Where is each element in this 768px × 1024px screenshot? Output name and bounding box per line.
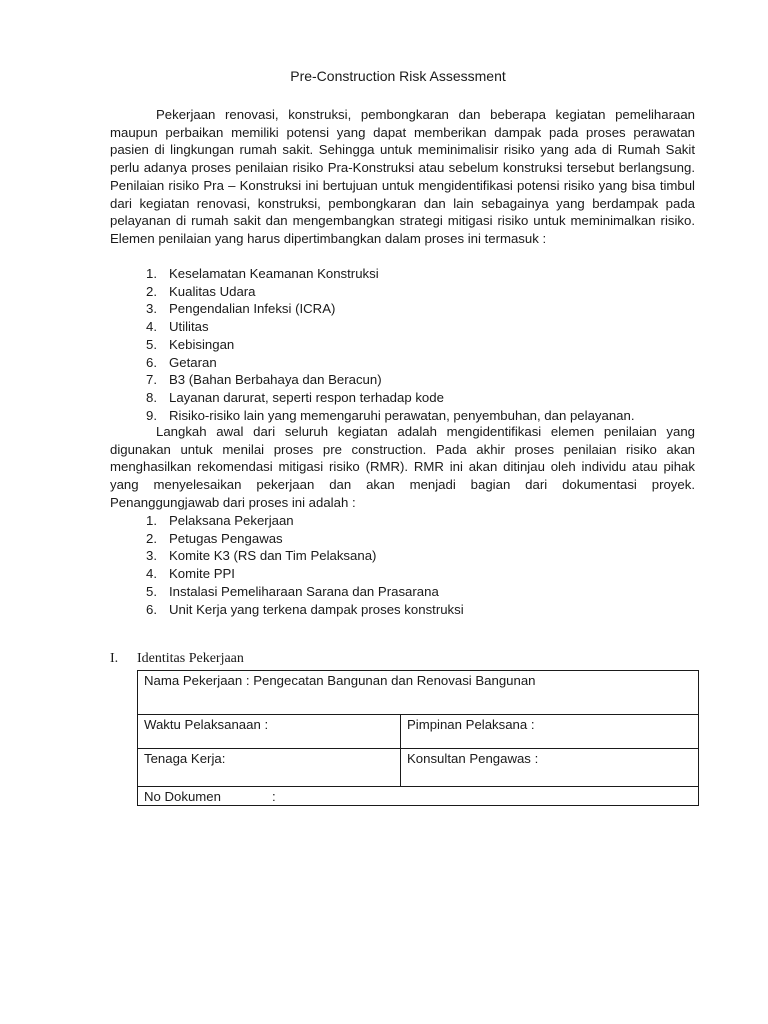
list-item [110,265,635,283]
list-number: 8. [146,389,157,405]
list-item [110,583,464,601]
list-item-text: Komite PPI [169,566,235,582]
identity-table [137,670,699,806]
list-item-text: Instalasi Pemeliharaan Sarana dan Prasarana [169,583,439,599]
list-number: 4. [146,319,157,335]
list-item-text: Risiko-risiko lain yang memengaruhi perawatan, penyembuhan, dan pelayanan. [169,407,635,423]
list-item-text: Komite K3 (RS dan Tim Pelaksana) [169,548,377,564]
konsultan-pengawas-cell: Konsultan Pengawas : [401,749,699,787]
list-item [110,530,464,548]
nama-pekerjaan-cell: Nama Pekerjaan : Pengecatan Bangunan dan Renovasi Bangunan [138,671,699,715]
list-item-text: Petugas Pengawas [169,530,283,546]
list-item [110,601,464,619]
list-number: 2. [146,530,157,546]
list-number: 2. [146,283,157,299]
list-item-text: Keselamatan Keamanan Konstruksi [169,266,379,281]
process-paragraph-text: Langkah awal dari seluruh kegiatan adalah mengidentifikasi elemen penilaian yang digunakan untuk menilai proses pre construction. Pada akhir proses penilaian risiko akan menghasilkan rekomendasi mitigasi risiko (RMR). RMR ini akan ditinjau oleh individu atau pihak yang menyelesaikan pekerjaan dan akan menjadi bagian dari dokumentasi proyek. Penanggungjawab dari proses ini adalah : [110,424,695,510]
list-number: 1. [146,513,157,528]
list-item-text: Kualitas Udara [169,283,256,299]
list-number: 5. [146,336,157,352]
list-item [110,354,635,372]
list-number: 4. [146,566,157,582]
list-number: 7. [146,372,157,388]
assessment-elements-list [110,265,635,424]
list-item [110,300,635,318]
no-dokumen-cell [138,787,699,806]
no-dokumen-label: No Dokumen [144,789,221,804]
list-item [110,318,635,336]
list-item-text: Kebisingan [169,336,235,352]
intro-paragraph-text: Pekerjaan renovasi, konstruksi, pembongkaran dan beberapa kegiatan pemeliharaan maupun perbaikan memiliki potensi yang dapat memberikan dampak pada proses perawatan pasien di lingkungan rumah sakit. Sehingga untuk meminimalisir risiko yang ada di Rumah Sakit perlu adanya proses penilaian risiko Pra-Konstruksi atau sebelum konstruksi tersebut berlangsung. Penilaian risiko Pra – Konstruksi ini bertujuan untuk mengidentifikasi potensi risiko yang bisa timbul dari kegiatan renovasi, konstruksi, pembongkaran dan lain sebagainya yang berdampak pada pelayanan di rumah sakit dan mengembangkan strategi mitigasi risiko untuk meminimalkan risiko. Elemen penilaian yang harus dipertimbangkan dalam proses ini termasuk : [110,107,695,246]
list-item-text: Unit Kerja yang terkena dampak proses konstruksi [169,601,464,617]
list-number: 6. [146,601,157,617]
no-dokumen-separator: : [272,789,276,804]
list-item [110,512,464,530]
list-number: 1. [146,266,157,281]
list-number: 3. [146,301,157,317]
section-numeral: I. [110,651,119,666]
list-item-text: Utilitas [169,319,209,335]
process-paragraph [110,423,695,512]
pimpinan-pelaksana-cell: Pimpinan Pelaksana : [401,715,699,749]
list-item [110,336,635,354]
list-item [110,283,635,301]
list-item-text: B3 (Bahan Berbahaya dan Beracun) [169,372,382,388]
table-row [138,671,699,715]
section-heading-text: Identitas Pekerjaan [137,651,244,666]
tenaga-kerja-cell: Tenaga Kerja: [138,749,401,787]
table-row [138,787,699,806]
list-item [110,565,464,583]
list-item [110,407,635,425]
responsibles-list [110,512,464,618]
waktu-pelaksanaan-cell: Waktu Pelaksanaan : [138,715,401,749]
list-item-text: Pelaksana Pekerjaan [169,513,294,528]
list-item-text: Layanan darurat, seperti respon terhadap kode [169,389,444,405]
list-number: 6. [146,354,157,370]
table-row [138,749,699,787]
list-number: 9. [146,407,157,423]
list-item [110,547,464,565]
list-item-text: Pengendalian Infeksi (ICRA) [169,301,336,317]
list-item [110,371,635,389]
list-item-text: Getaran [169,354,217,370]
intro-paragraph [110,106,695,248]
list-number: 5. [146,583,157,599]
section-heading [110,650,244,668]
document-title: Pre-Construction Risk Assessment [290,68,506,84]
table-row [138,715,699,749]
list-number: 3. [146,548,157,564]
list-item [110,389,635,407]
